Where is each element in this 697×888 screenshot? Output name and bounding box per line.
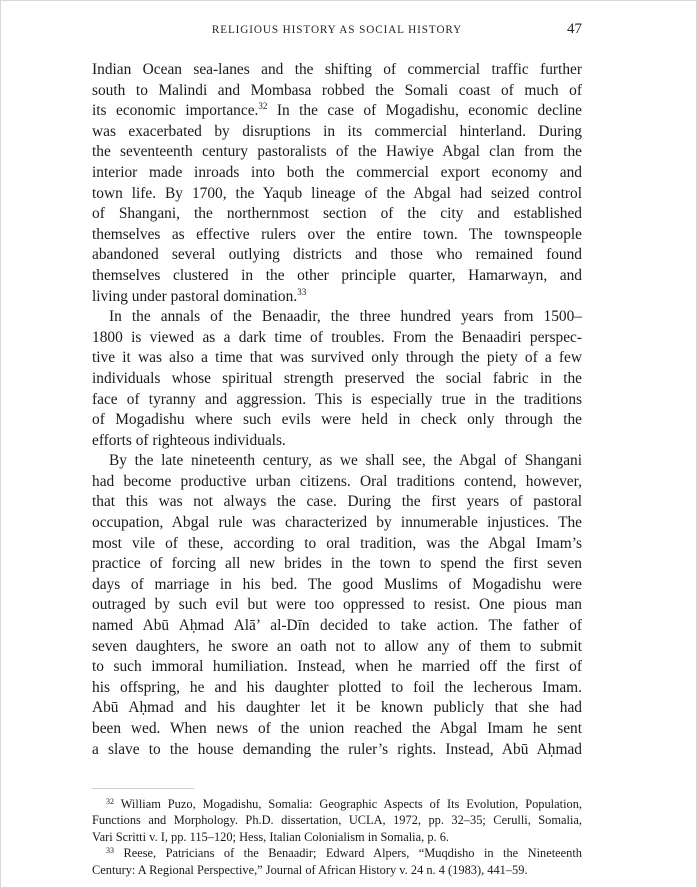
body-line — [92, 390, 582, 411]
body-line — [92, 657, 582, 678]
body-line-text: to such immoral humiliation. Instead, when he married off the first of — [92, 658, 582, 676]
body-line-text: most vile of these, according to oral tradition, was the Abgal Imam’s — [92, 534, 582, 552]
running-title: RELIGIOUS HISTORY AS SOCIAL HISTORY — [211, 24, 463, 36]
body-line-text: 1800 is viewed as a dark time of troubles. From the Benaadiri perspec- — [92, 328, 582, 346]
body-line-text: had become productive urban citizens. Oral traditions contend, however, — [92, 472, 582, 490]
page-number: 47 — [567, 21, 582, 37]
body-line-text: been wed. When news of the union reached the Abgal Imam he sent — [92, 720, 582, 737]
body-line — [92, 225, 582, 246]
footnote-reference: 33 — [297, 286, 307, 297]
body-line-text: By the late nineteenth century, as we shall see, the Abgal of Shangani — [109, 452, 582, 470]
footnote-33-line-2: Century: A Regional Perspective,” Journal of African History v. 24 n. 4 (1983), 441–59. — [92, 862, 528, 877]
body-line-text: individuals whose spiritual strength preserved the social fabric in the — [92, 369, 582, 387]
body-line — [92, 307, 582, 328]
body-line — [92, 163, 582, 184]
body-line-text: named Abū Aḥmad Alā’ al-Dīn decided to take action. The father of — [92, 617, 582, 635]
body-line-text-after: In the case of Mogadishu, economic decline — [267, 102, 582, 120]
body-line-text: his offspring, he and his daughter plotted to foil the lecherous Imam. — [92, 678, 582, 696]
body-line-text: practice of forcing all new brides in the town to spend the first seven — [92, 555, 582, 573]
body-line-text: a slave to the house demanding the ruler’s rights. Instead, Abū Aḥmad — [92, 740, 582, 758]
body-line-text: was exacerbated by disruptions in its commercial hinterland. During — [92, 122, 582, 140]
footnote-32-text-1: William Puzo, Mogadishu, Somalia: Geographic Aspects of Its Evolution, Population, — [120, 797, 582, 811]
body-line — [92, 451, 582, 472]
body-line-text: themselves as effective rulers over the entire town. The townspeople — [92, 225, 582, 243]
body-line — [92, 410, 582, 431]
body-line-text: its economic importance. — [92, 102, 259, 120]
body-line-text: interior made inroads into both the commercial export economy and — [92, 163, 582, 181]
body-line — [92, 328, 582, 349]
body-line — [92, 287, 582, 308]
body-line — [92, 122, 582, 143]
footnote-reference: 32 — [258, 101, 268, 112]
body-line-text: face of tyranny and aggression. This is especially true in the traditions — [92, 390, 582, 408]
footnote-33-mark: 33 — [106, 846, 114, 856]
footnote-33-text-1: Reese, Patricians of the Benaadir; Edward Alpers, “Muqdisho in the Nineteenth — [123, 846, 582, 861]
body-line-text: seven daughters, he swore an oath not to allow any of them to submit — [92, 637, 582, 655]
footnote-33-line-1 — [92, 845, 582, 861]
body-line-text: of Mogadishu where such evils were held in check only through the — [92, 411, 582, 429]
body-line — [92, 637, 582, 658]
body-line-text: Abū Aḥmad and his daughter let it be known publicly that she had — [92, 699, 582, 717]
body-line-text: of Shangani, the northernmost section of the city and established — [92, 205, 582, 223]
footnote-rule — [92, 788, 194, 789]
running-header — [92, 22, 582, 42]
body-line — [92, 492, 582, 513]
body-line — [92, 595, 582, 616]
body-line — [92, 369, 582, 390]
body-line — [92, 534, 582, 555]
body-text — [92, 60, 582, 760]
body-line — [92, 616, 582, 637]
footnote-32-line-2: Functions and Morphology. Ph.D. dissertation, UCLA, 1972, pp. 32–35; Cerulli, Somalia, — [92, 813, 582, 828]
body-line — [92, 740, 582, 761]
body-line-text: efforts of righteous individuals. — [92, 431, 286, 449]
body-line-text: south to Malindi and Mombasa robbed the Somali coast of much of — [92, 81, 582, 99]
body-line-text: outraged by such evil but were too oppressed to resist. One pious man — [92, 596, 582, 614]
body-line — [92, 101, 582, 122]
body-line-text: living under pastoral domination. — [92, 287, 298, 305]
body-line — [92, 266, 582, 287]
body-line — [92, 698, 582, 719]
body-line-text: In the annals of the Benaadir, the three hundred years from 1500– — [109, 308, 582, 326]
body-line — [92, 513, 582, 534]
body-line-text: abandoned several outlying districts and those who remained found — [92, 246, 582, 264]
body-line-text: occupation, Abgal rule was characterized by innumerable injustices. The — [92, 514, 582, 532]
body-line — [92, 678, 582, 699]
body-line — [92, 575, 582, 596]
body-line-text: days of marriage in his bed. The good Muslims of Mogadishu were — [92, 575, 582, 593]
footnote-32-line-1 — [92, 796, 582, 812]
footnote-32-mark: 32 — [106, 797, 114, 806]
body-line — [92, 719, 582, 740]
body-line-text: town life. By 1700, the Yaqub lineage of the Abgal had seized control — [92, 184, 582, 202]
body-line — [92, 431, 582, 452]
body-line-text: that this was not always the case. During the first years of pastoral — [92, 493, 582, 511]
footnote-32-line-3: Vari Scritti v. I, pp. 115–120; Hess, Italian Colonialism in Somalia, p. 6. — [92, 829, 449, 844]
body-line — [92, 472, 582, 493]
body-line — [92, 554, 582, 575]
body-line-text: themselves clustered in the other principle quarter, Hamarwayn, and — [92, 266, 582, 284]
body-line — [92, 60, 582, 81]
body-line — [92, 245, 582, 266]
body-line-text: tive it was also a time that was survived only through the piety of a few — [92, 349, 582, 367]
body-line — [92, 348, 582, 369]
body-line-text: Indian Ocean sea-lanes and the shifting of commercial traffic further — [92, 61, 582, 78]
body-line — [92, 142, 582, 163]
body-line — [92, 81, 582, 102]
body-line — [92, 184, 582, 205]
footnotes — [92, 796, 582, 878]
body-line-text: the seventeenth century pastoralists of the Hawiye Abgal clan from the — [92, 143, 582, 161]
body-line — [92, 204, 582, 225]
